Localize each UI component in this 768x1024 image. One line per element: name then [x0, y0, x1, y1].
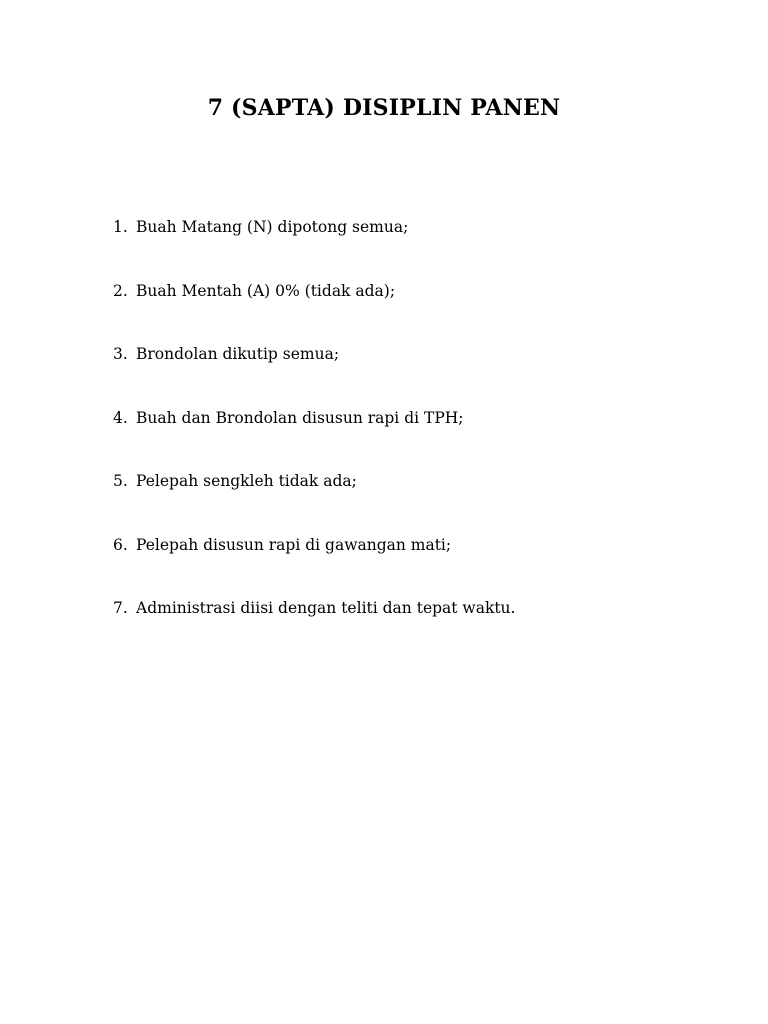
- list-item: [113, 342, 515, 406]
- list-item: [113, 469, 515, 533]
- list-item-text: Administrasi diisi dengan teliti dan tepat waktu.: [136, 599, 516, 617]
- list-item-number: 7.: [113, 599, 128, 617]
- list-item-number: 4.: [113, 408, 128, 427]
- list-item: [113, 406, 515, 470]
- list-item-text: Buah dan Brondolan disusun rapi di TPH;: [136, 408, 464, 427]
- list-item: [113, 279, 515, 343]
- page-title: 7 (SAPTA) DISIPLIN PANEN: [207, 95, 561, 121]
- list-item-number: 3.: [113, 345, 128, 363]
- list-item-number: 6.: [113, 535, 128, 554]
- list-item-number: 2.: [113, 281, 128, 300]
- list-item: [113, 533, 515, 597]
- list-item-text: Pelepah sengkleh tidak ada;: [136, 472, 357, 490]
- list-item-text: Brondolan dikutip semua;: [136, 345, 340, 363]
- list-item-text: Buah Mentah (A) 0% (tidak ada);: [136, 281, 396, 300]
- list-item-text: Buah Matang (N) dipotong semua;: [136, 218, 409, 236]
- list-item-number: 1.: [113, 218, 128, 236]
- list-item-number: 5.: [113, 472, 128, 490]
- list-item-text: Pelepah disusun rapi di gawangan mati;: [136, 535, 452, 554]
- list-item: [113, 596, 515, 660]
- list-item: [113, 215, 515, 279]
- discipline-list: [113, 215, 515, 660]
